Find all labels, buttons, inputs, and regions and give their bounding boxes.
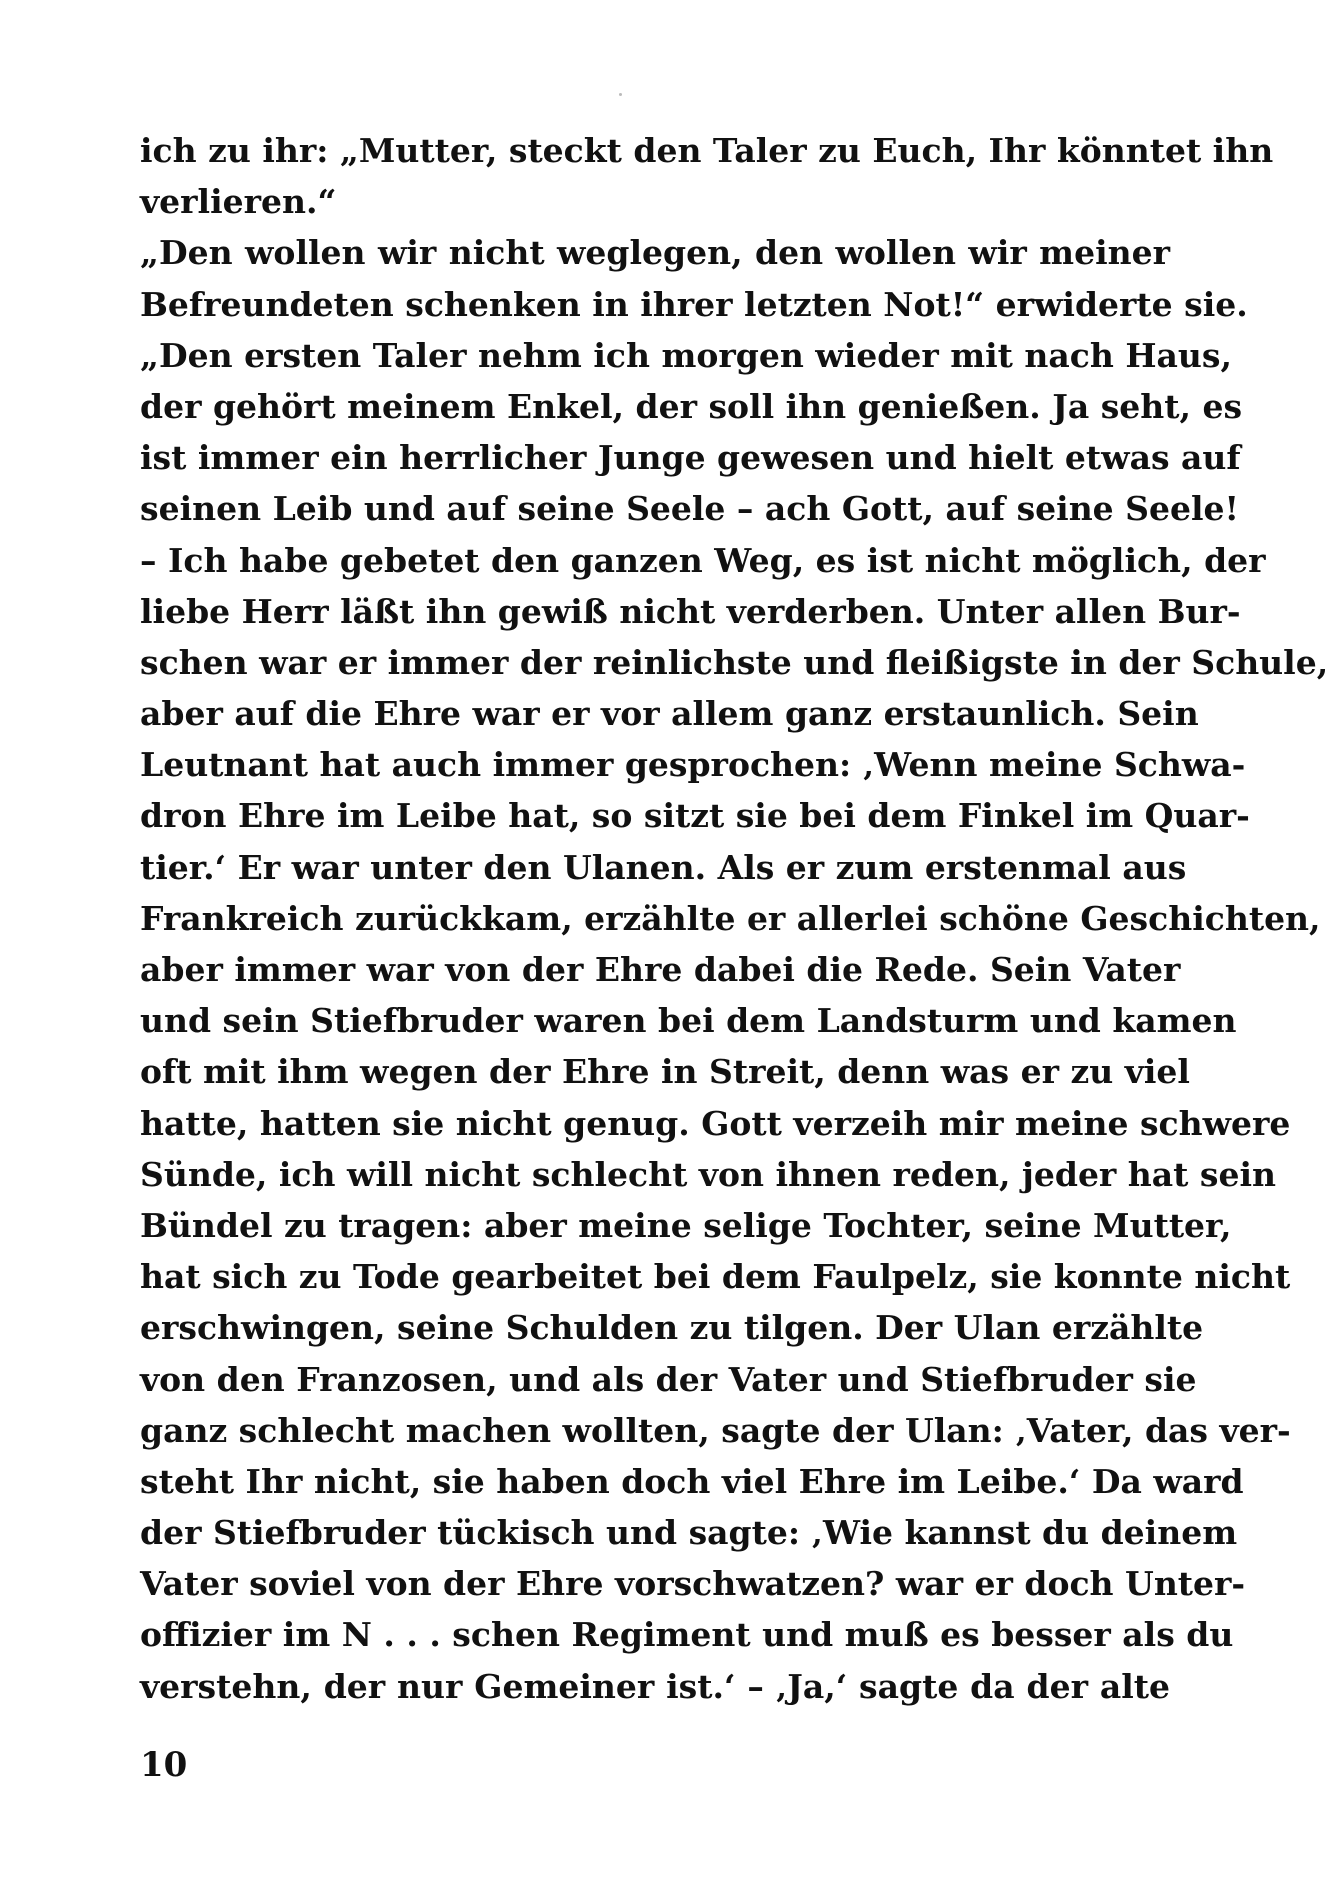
text-line: Bündel zu tragen: aber meine selige Tochter, seine Mutter, [140,1205,1232,1245]
text-line: „Den ersten Taler nehm ich morgen wieder mit nach Haus, [140,335,1232,375]
body-text [140,125,1328,1712]
text-line: der Stiefbruder tückisch und sagte: ‚Wie kannst du deinem [140,1513,1238,1553]
text-line: ich zu ihr: „Mutter, steckt den Taler zu Euch, Ihr könntet ihn [140,131,1274,170]
text-line: schen war er immer der reinlichste und fleißigste in der Schule, [140,642,1328,682]
text-line: und sein Stiefbruder waren bei dem Landsturm und kamen [140,1001,1237,1041]
text-line: dron Ehre im Leibe hat, so sitzt sie bei dem Finkel im Quar- [140,796,1250,836]
text-line: Sünde, ich will nicht schlecht von ihnen reden, jeder hat sein [140,1154,1277,1194]
text-line: – Ich habe gebetet den ganzen Weg, es ist nicht möglich, der [140,540,1266,580]
text-line: verstehn, der nur Gemeiner ist.‘ – ‚Ja,‘ sagte da der alte [140,1666,1170,1706]
text-line: steht Ihr nicht, sie haben doch viel Ehre im Leibe.‘ Da ward [140,1461,1244,1501]
text-line: ganz schlecht machen wollten, sagte der Ulan: ‚Vater, das ver- [140,1410,1291,1450]
text-line: verlieren.“ [140,182,337,222]
print-speck [619,93,622,96]
text-line: Leutnant hat auch immer gesprochen: ‚Wenn meine Schwa- [140,745,1246,785]
text-line: von den Franzosen, und als der Vater und Stiefbruder sie [140,1359,1197,1399]
text-line: hat sich zu Tode gearbeitet bei dem Faulpelz, sie konnte nicht [140,1257,1291,1297]
text-line: aber immer war von der Ehre dabei die Rede. Sein Vater [140,950,1181,989]
text-line: liebe Herr läßt ihn gewiß nicht verderben. Unter allen Bur- [140,591,1241,631]
text-line: „Den wollen wir nicht weglegen, den wollen wir meiner [140,233,1170,273]
text-line: Vater soviel von der Ehre vorschwatzen? war er doch Unter- [140,1564,1246,1604]
text-line: seinen Leib und auf seine Seele – ach Gott, auf seine Seele! [140,489,1240,529]
text-line: der gehört meinem Enkel, der soll ihn genießen. Ja seht, es [140,386,1243,426]
text-line: Befreundeten schenken in ihrer letzten Not!“ erwiderte sie. [140,284,1248,324]
text-line: hatte, hatten sie nicht genug. Gott verzeih mir meine schwere [140,1103,1291,1143]
text-line: tier.‘ Er war unter den Ulanen. Als er zum erstenmal aus [140,847,1187,887]
text-line: ist immer ein herrlicher Junge gewesen und hielt etwas auf [140,438,1241,478]
text-line: erschwingen, seine Schulden zu tilgen. Der Ulan erzählte [140,1308,1204,1348]
text-line: oft mit ihm wegen der Ehre in Streit, denn was er zu viel [140,1052,1190,1092]
page-number: 10 [140,1745,188,1785]
text-line: Frankreich zurückkam, erzählte er allerlei schöne Geschichten, [140,898,1321,938]
text-line: aber auf die Ehre war er vor allem ganz erstaunlich. Sein [140,694,1199,734]
text-line: offizier im N . . . schen Regiment und muß es besser als du [140,1615,1234,1655]
